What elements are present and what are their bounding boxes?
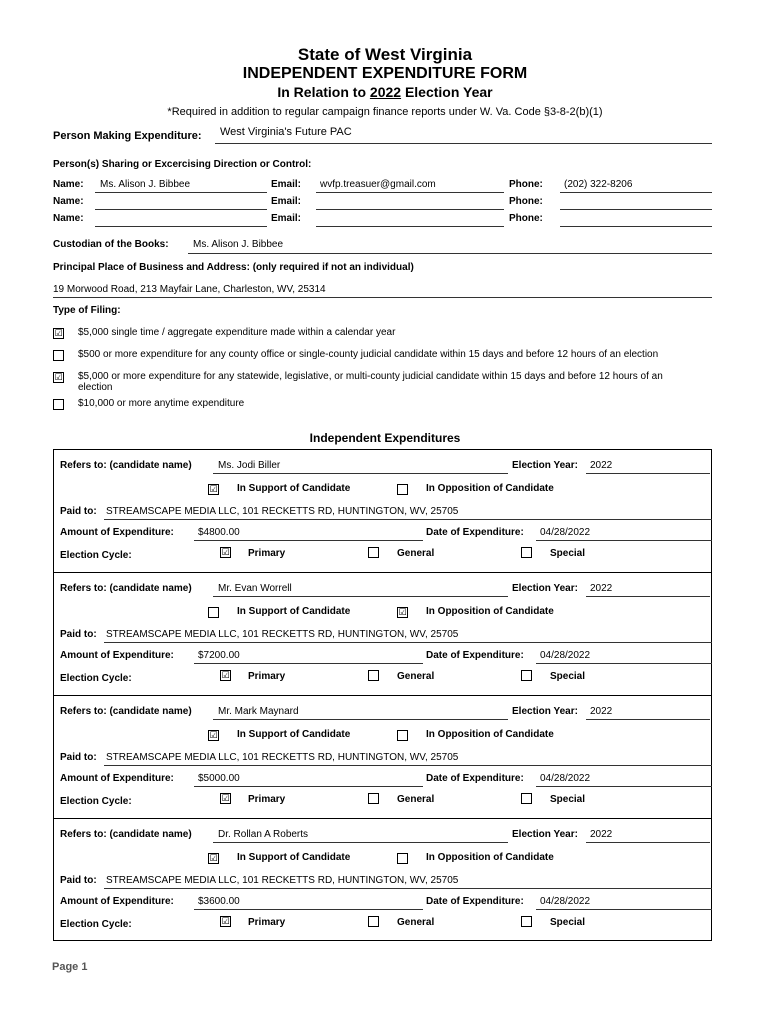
special-label: Special xyxy=(550,794,586,805)
filing-option-text: $10,000 or more anytime expenditure xyxy=(78,398,245,409)
primary-checkbox[interactable]: ☑ xyxy=(221,916,230,926)
support-checkbox[interactable]: ☑ xyxy=(209,484,218,494)
opposition-checkbox[interactable] xyxy=(397,730,408,741)
primary-checkbox[interactable]: ☑ xyxy=(221,670,230,680)
special-checkbox[interactable] xyxy=(521,547,532,558)
general-label: General xyxy=(397,794,435,805)
election-year-value: 2022 xyxy=(590,829,613,840)
primary-label: Primary xyxy=(248,794,286,805)
filing-option-checkbox[interactable]: ☑ xyxy=(54,328,63,338)
special-label: Special xyxy=(550,548,586,559)
opposition-checkbox[interactable]: ☑ xyxy=(398,607,407,617)
phone-label: Phone: xyxy=(509,213,543,224)
date-label: Date of Expenditure: xyxy=(426,650,524,661)
primary-label: Primary xyxy=(248,917,286,928)
filing-option-checkbox[interactable] xyxy=(53,399,64,410)
paid-to-label: Paid to: xyxy=(60,752,97,763)
general-checkbox[interactable] xyxy=(368,670,379,681)
state-title: State of West Virginia xyxy=(297,45,473,64)
amount-value: $7200.00 xyxy=(198,650,240,661)
date-label: Date of Expenditure: xyxy=(426,896,524,907)
sharing-phone-value: (202) 322-8206 xyxy=(564,179,633,190)
general-label: General xyxy=(397,917,435,928)
election-year-heading xyxy=(0,84,770,100)
name-label: Name: xyxy=(53,213,84,224)
special-checkbox[interactable] xyxy=(521,916,532,927)
support-label: In Support of Candidate xyxy=(237,606,351,617)
relation-prefix: In Relation to xyxy=(277,84,367,100)
opposition-label: In Opposition of Candidate xyxy=(426,852,554,863)
custodian-value: Ms. Alison J. Bibbee xyxy=(193,239,284,250)
paid-to-value: STREAMSCAPE MEDIA LLC, 101 RECKETTS RD, HUNTINGTON, WV, 25705 xyxy=(106,506,459,517)
filing-option-checkbox[interactable] xyxy=(53,350,64,361)
amount-value: $4800.00 xyxy=(198,527,240,538)
paid-to-value: STREAMSCAPE MEDIA LLC, 101 RECKETTS RD, HUNTINGTON, WV, 25705 xyxy=(106,752,459,763)
special-label: Special xyxy=(550,917,586,928)
candidate-name: Ms. Jodi Biller xyxy=(218,460,281,471)
primary-label: Primary xyxy=(248,671,286,682)
amount-label: Amount of Expenditure: xyxy=(60,896,174,907)
general-label: General xyxy=(397,548,435,559)
amount-value: $3600.00 xyxy=(198,896,240,907)
amount-value: $5000.00 xyxy=(198,773,240,784)
general-checkbox[interactable] xyxy=(368,793,379,804)
filing-option-text: $5,000 single time / aggregate expenditure made within a calendar year xyxy=(78,327,396,338)
amount-label: Amount of Expenditure: xyxy=(60,527,174,538)
sharing-email-value: wvfp.treasuer@gmail.com xyxy=(320,179,436,190)
date-value: 04/28/2022 xyxy=(540,773,591,784)
primary-checkbox[interactable]: ☑ xyxy=(221,793,230,803)
special-checkbox[interactable] xyxy=(521,670,532,681)
page-number: Page 1 xyxy=(52,961,88,973)
filing-option-text: $500 or more expenditure for any county office or single-county judicial candidate within 15 days and before 12 hours of an election xyxy=(78,349,659,360)
heading-year: 2022 xyxy=(369,84,402,100)
opposition-checkbox[interactable] xyxy=(397,853,408,864)
election-year-value: 2022 xyxy=(590,583,613,594)
paid-to-label: Paid to: xyxy=(60,629,97,640)
filing-option-text-cont: election xyxy=(78,382,113,393)
required-note: *Required in addition to regular campaign finance reports under W. Va. Code §3-8-2(b)(1) xyxy=(167,106,603,118)
email-label: Email: xyxy=(271,196,302,207)
paid-to-value: STREAMSCAPE MEDIA LLC, 101 RECKETTS RD, HUNTINGTON, WV, 25705 xyxy=(106,629,459,640)
election-year-value: 2022 xyxy=(590,706,613,717)
person-label: Person Making Expenditure: xyxy=(53,130,202,142)
filing-option-checkbox[interactable]: ☑ xyxy=(54,372,63,382)
date-value: 04/28/2022 xyxy=(540,896,591,907)
paid-to-value: STREAMSCAPE MEDIA LLC, 101 RECKETTS RD, HUNTINGTON, WV, 25705 xyxy=(106,875,459,886)
general-checkbox[interactable] xyxy=(368,547,379,558)
opposition-label: In Opposition of Candidate xyxy=(426,729,554,740)
cycle-label: Election Cycle: xyxy=(60,673,132,684)
support-checkbox[interactable]: ☑ xyxy=(209,853,218,863)
date-value: 04/28/2022 xyxy=(540,527,591,538)
cycle-label: Election Cycle: xyxy=(60,796,132,807)
sharing-name-value: Ms. Alison J. Bibbee xyxy=(100,179,191,190)
support-checkbox[interactable]: ☑ xyxy=(209,730,218,740)
support-label: In Support of Candidate xyxy=(237,483,351,494)
election-year-label: Election Year: xyxy=(512,460,578,471)
refers-label: Refers to: (candidate name) xyxy=(60,829,192,840)
support-label: In Support of Candidate xyxy=(237,852,351,863)
opposition-label: In Opposition of Candidate xyxy=(426,483,554,494)
refers-label: Refers to: (candidate name) xyxy=(60,460,192,471)
paid-to-label: Paid to: xyxy=(60,875,97,886)
election-year-label: Election Year: xyxy=(512,583,578,594)
business-value: 19 Morwood Road, 213 Mayfair Lane, Charleston, WV, 25314 xyxy=(53,284,326,295)
email-label: Email: xyxy=(271,179,302,190)
election-year-label: Election Year: xyxy=(512,829,578,840)
form-title: INDEPENDENT EXPENDITURE FORM xyxy=(242,65,528,82)
phone-label: Phone: xyxy=(509,196,543,207)
filing-option-text: $5,000 or more expenditure for any statewide, legislative, or multi-county judicial candidate within 15 days and before 12 hours of an xyxy=(78,371,663,382)
cycle-label: Election Cycle: xyxy=(60,550,132,561)
cycle-label: Election Cycle: xyxy=(60,919,132,930)
election-year-label: Election Year: xyxy=(512,706,578,717)
election-year-value: 2022 xyxy=(590,460,613,471)
phone-label: Phone: xyxy=(509,179,543,190)
general-label: General xyxy=(397,671,435,682)
email-label: Email: xyxy=(271,213,302,224)
date-label: Date of Expenditure: xyxy=(426,773,524,784)
candidate-name: Mr. Mark Maynard xyxy=(218,706,299,717)
name-label: Name: xyxy=(53,196,84,207)
business-label: Principal Place of Business and Address: (only required if not an individual) xyxy=(53,262,414,273)
date-label: Date of Expenditure: xyxy=(426,527,524,538)
refers-label: Refers to: (candidate name) xyxy=(60,706,192,717)
candidate-name: Dr. Rollan A Roberts xyxy=(218,829,309,840)
date-value: 04/28/2022 xyxy=(540,650,591,661)
general-checkbox[interactable] xyxy=(368,916,379,927)
special-checkbox[interactable] xyxy=(521,793,532,804)
candidate-name: Mr. Evan Worrell xyxy=(218,583,292,594)
person-value: West Virginia's Future PAC xyxy=(220,126,352,138)
refers-label: Refers to: (candidate name) xyxy=(60,583,192,594)
support-checkbox[interactable] xyxy=(208,607,219,618)
custodian-label: Custodian of the Books: xyxy=(53,239,169,250)
expenditures-title: Independent Expenditures xyxy=(309,431,461,445)
name-label: Name: xyxy=(53,179,84,190)
special-label: Special xyxy=(550,671,586,682)
opposition-checkbox[interactable] xyxy=(397,484,408,495)
primary-label: Primary xyxy=(248,548,286,559)
paid-to-label: Paid to: xyxy=(60,506,97,517)
amount-label: Amount of Expenditure: xyxy=(60,650,174,661)
filing-label: Type of Filing: xyxy=(53,305,121,316)
support-label: In Support of Candidate xyxy=(237,729,351,740)
primary-checkbox[interactable]: ☑ xyxy=(221,547,230,557)
relation-suffix: Election Year xyxy=(404,84,493,100)
sharing-label: Person(s) Sharing or Excercising Direction or Control: xyxy=(53,159,312,170)
opposition-label: In Opposition of Candidate xyxy=(426,606,554,617)
amount-label: Amount of Expenditure: xyxy=(60,773,174,784)
